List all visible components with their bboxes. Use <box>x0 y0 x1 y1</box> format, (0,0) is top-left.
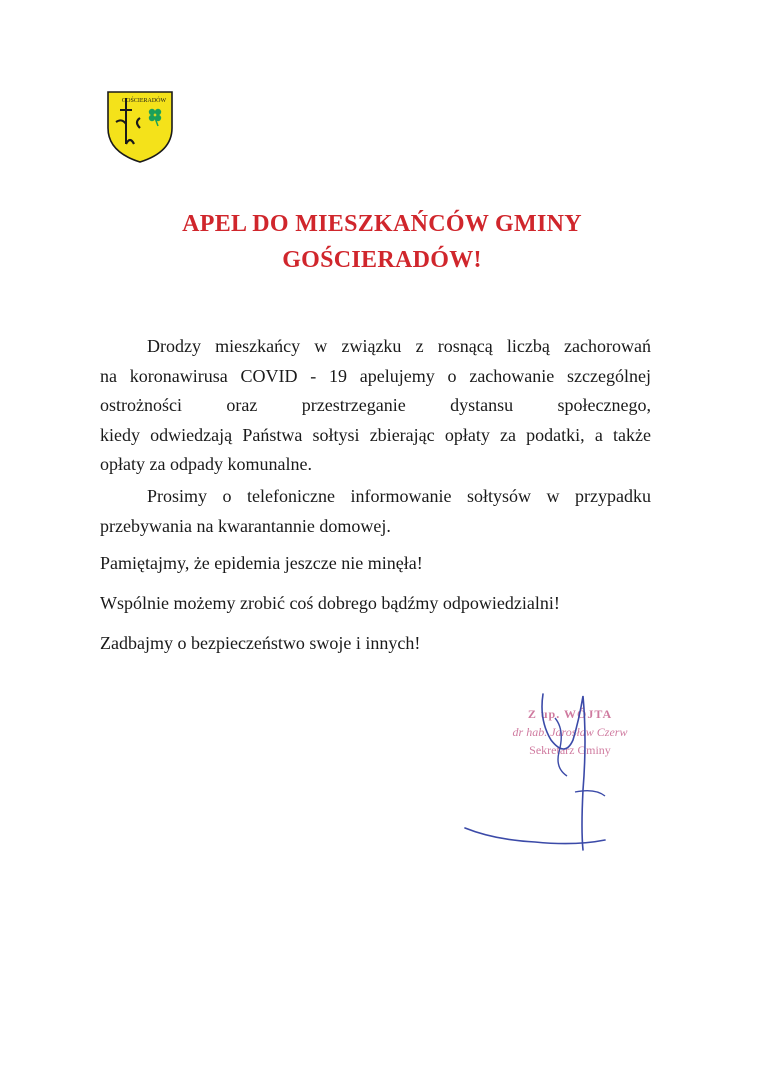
stamp-line-3: Sekretarz Gminy <box>529 743 611 757</box>
safety-text: Zadbajmy o bezpieczeństwo swoje i innych! <box>100 633 421 653</box>
paragraph-line: opłaty za odpady komunalne. <box>100 454 312 474</box>
paragraph-line: Drodzy mieszkańcy w związku z rosnącą liczbą zachorowań <box>147 336 651 356</box>
title-line-1: APEL DO MIESZKAŃCÓW GMINY <box>182 211 582 237</box>
stamp-line-2: dr hab. Jarosław Czerw <box>512 725 628 739</box>
reminder-text: Pamiętajmy, że epidemia jeszcze nie minęła! <box>100 553 423 573</box>
paragraph-line: na koronawirusa COVID - 19 apelujemy o zachowanie szczególnej <box>100 365 651 386</box>
together-line <box>100 589 651 619</box>
paragraph-2 <box>100 482 651 541</box>
handwritten-signature <box>455 680 695 880</box>
stamp-line-1: Z up. WÓJTA <box>527 707 613 721</box>
together-text: Wspólnie możemy zrobić coś dobrego bądźmy odpowiedzialni! <box>100 593 560 613</box>
title-line-2: GOŚCIERADÓW! <box>282 247 482 273</box>
paragraph-1 <box>100 332 651 480</box>
paragraph-line: kiedy odwiedzają Państwa sołtysi zbierając opłaty za podatki, a także <box>100 424 651 445</box>
paragraph-line: przebywania na kwarantannie domowej. <box>100 515 391 536</box>
gosciradow-crest-logo <box>102 88 178 164</box>
reminder-line <box>100 549 651 579</box>
paragraph-line: ostrożności oraz przestrzeganie dystansu społecznego, <box>100 395 651 415</box>
paragraph-line: Prosimy o telefoniczne informowanie sołtysów w przypadku <box>147 486 651 506</box>
crest-text: GOŚCIERADÓW <box>121 98 167 104</box>
safety-line <box>100 629 651 659</box>
